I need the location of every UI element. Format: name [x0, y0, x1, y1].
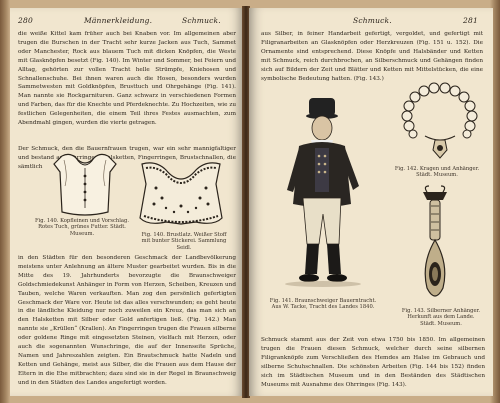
left-page-number: 280 [18, 16, 33, 25]
left-page [10, 8, 243, 396]
left-text-bottom [18, 254, 236, 394]
right-paragraph-2: Schmuck stammt aus der Zeit von etwa 1750 bis 1850. Im allgemeinen trugen die Frauen diesen Schmuck, welcher durch seine silbernen Filigranknöpfe zum Verschließen des Hemdes am Halse im Gebrauch und silberne Schuhschnallen. Die schönsten Arbeiten (Fig. 144 bis 152) finden sich im Städtischen Museum und in den Beständen des Städtischen Museums mit Ausnahme des Ohrringes (Fig. 143). [261, 337, 485, 388]
figure-man-costume [275, 94, 371, 290]
left-header-center: Männerkleidung. [84, 16, 153, 25]
left-paragraph-1: die weiße Kittel kam früher auch bei Knaben vor. Im allgemeinen aber trugen die Burschen in der Tracht sehr kurze Jacken aus Tuch, Sammet oder Manchester, Rock aus blauem Tuch mit dicken Knöpfen, die Weste mit Glasknöpfen besetzt (Fig. 140). Im Winter und Sommer, bei Feiern und Alltag, gehörten zur vollen Tracht helle Strümpfe, Kniehosen und Schnallenschuhe. Bei ihnen waren auch die Hosen, besonders wurden Sammetwesten mit Goldknöpfen, Brusttuch und Ohrgehänge (Fig. 141). Man nannte sie Rockgarnituren. Ganz schwarz in verschiedenen Formen und Farben, das für die Knechte und Pferdeknechte. Zu Hochzeiten, wie zu festlichen Gelegenheiten, die einem Teil ihres Festes ausmachten, zum Abendmahl gingen, wurden die vierte getragen. [18, 31, 236, 127]
figure-shirt [40, 146, 130, 220]
fig-142-caption: Fig. 142. Kragen und Anhänger. Städt. Museum. [394, 166, 480, 179]
right-paragraph-1: aus Silber, in feiner Handarbeit gefertigt, vergoldet, und gefertigt mit Filigranarbeiten an Glasknöpfen oder Herzkreuzen (Fig. 151 u. 152). Die Ornamente sind entsprechend. Diese Knöpfe und Halsbänder und Ketten mit Schmuck, reich durchbrochen, an Silberschmuck und Gehängen finden sich auf Bildern der Zeit und Blätter und Ketten mit Mittelstücken, die eine symbolische Bedeutung hatten. (Fig. 143.) [261, 31, 483, 82]
left-text-top [18, 30, 236, 144]
right-header-center: Schmuck. [353, 16, 392, 25]
right-text-bottom [261, 336, 485, 392]
fig-143-caption: Fig. 143. Silberner Anhänger. Herkunft aus dem Lande. Städt. Museum. [401, 308, 481, 327]
right-text-top [261, 30, 483, 84]
right-page [249, 8, 493, 396]
right-page-number: 281 [463, 16, 478, 25]
figure-bodice [136, 158, 226, 230]
left-paragraph-3: in den Städten für den besonderen Geschmack der Landbevölkerung meistens unter Anlehnung an ältere Muster gearbeitet wurden. Bis in die Mitte des 19. Jahrhunderts bevorzugte die Braunschweiger Goldschmiedekunst Anhänger in Form von Herzen, Scheiben, Kreuzen und Tauben, welche Waren verkauften. Man zog den persönlich gefertigten Geschmack der Ware vor. Heute ist das alles verschwunden; es geht heute in die ländliche Kleidung nur noch zuweilen ein Kreuz, das man sich an den Halsketten mit Silber oder Gold anfertigen ließ. (Fig. 142.) Man nannte sie „Krüllen“ (Krallen). An Fingerringen trugen die Frauen silberne oder goldene Ringe mit eingesetzten Steinen, vielfach mit Herzen, oder auch die sogenannten Wunschringe, die auf der Innenseite Sprüche, Namen und Jahreszahlen zeigten. Ein Brautschmuck hatte Nadeln und Ketten und Gehänge, meist aus Silber, die die Frauen aus dem Hause der Eltern in die Ehe mitbrachten; dazu sind sie in der Regel in Braunschweig und in den Städten des Landes angefertigt worden. [18, 255, 236, 386]
fig-141-caption: Fig. 141. Braunschweiger Bauerntracht. Aus W. Tacke, Tracht des Landes 1840. [269, 298, 377, 311]
figure-necklace [395, 82, 485, 164]
fig-140a-caption: Fig. 140. Kopfleinen und Vorschlag. Rotes Tuch, grünes Futter. Städt. Museum. [35, 218, 129, 237]
left-header-right: Schmuck. [182, 16, 221, 25]
figure-pendant [413, 184, 457, 310]
left-paragraph-2: Der Schmuck, den die Bauernfrauen trugen, war ein sehr mannigfaltiger und bestand aus Ohrringen, Halsketten, Fingerringen, Brustschnallen, die sämtlich [18, 146, 236, 170]
fig-140b-caption: Fig. 140. Brustlatz. Weißer Stoff mit bunter Stickerei. Sammlung Seidl. [141, 232, 227, 251]
